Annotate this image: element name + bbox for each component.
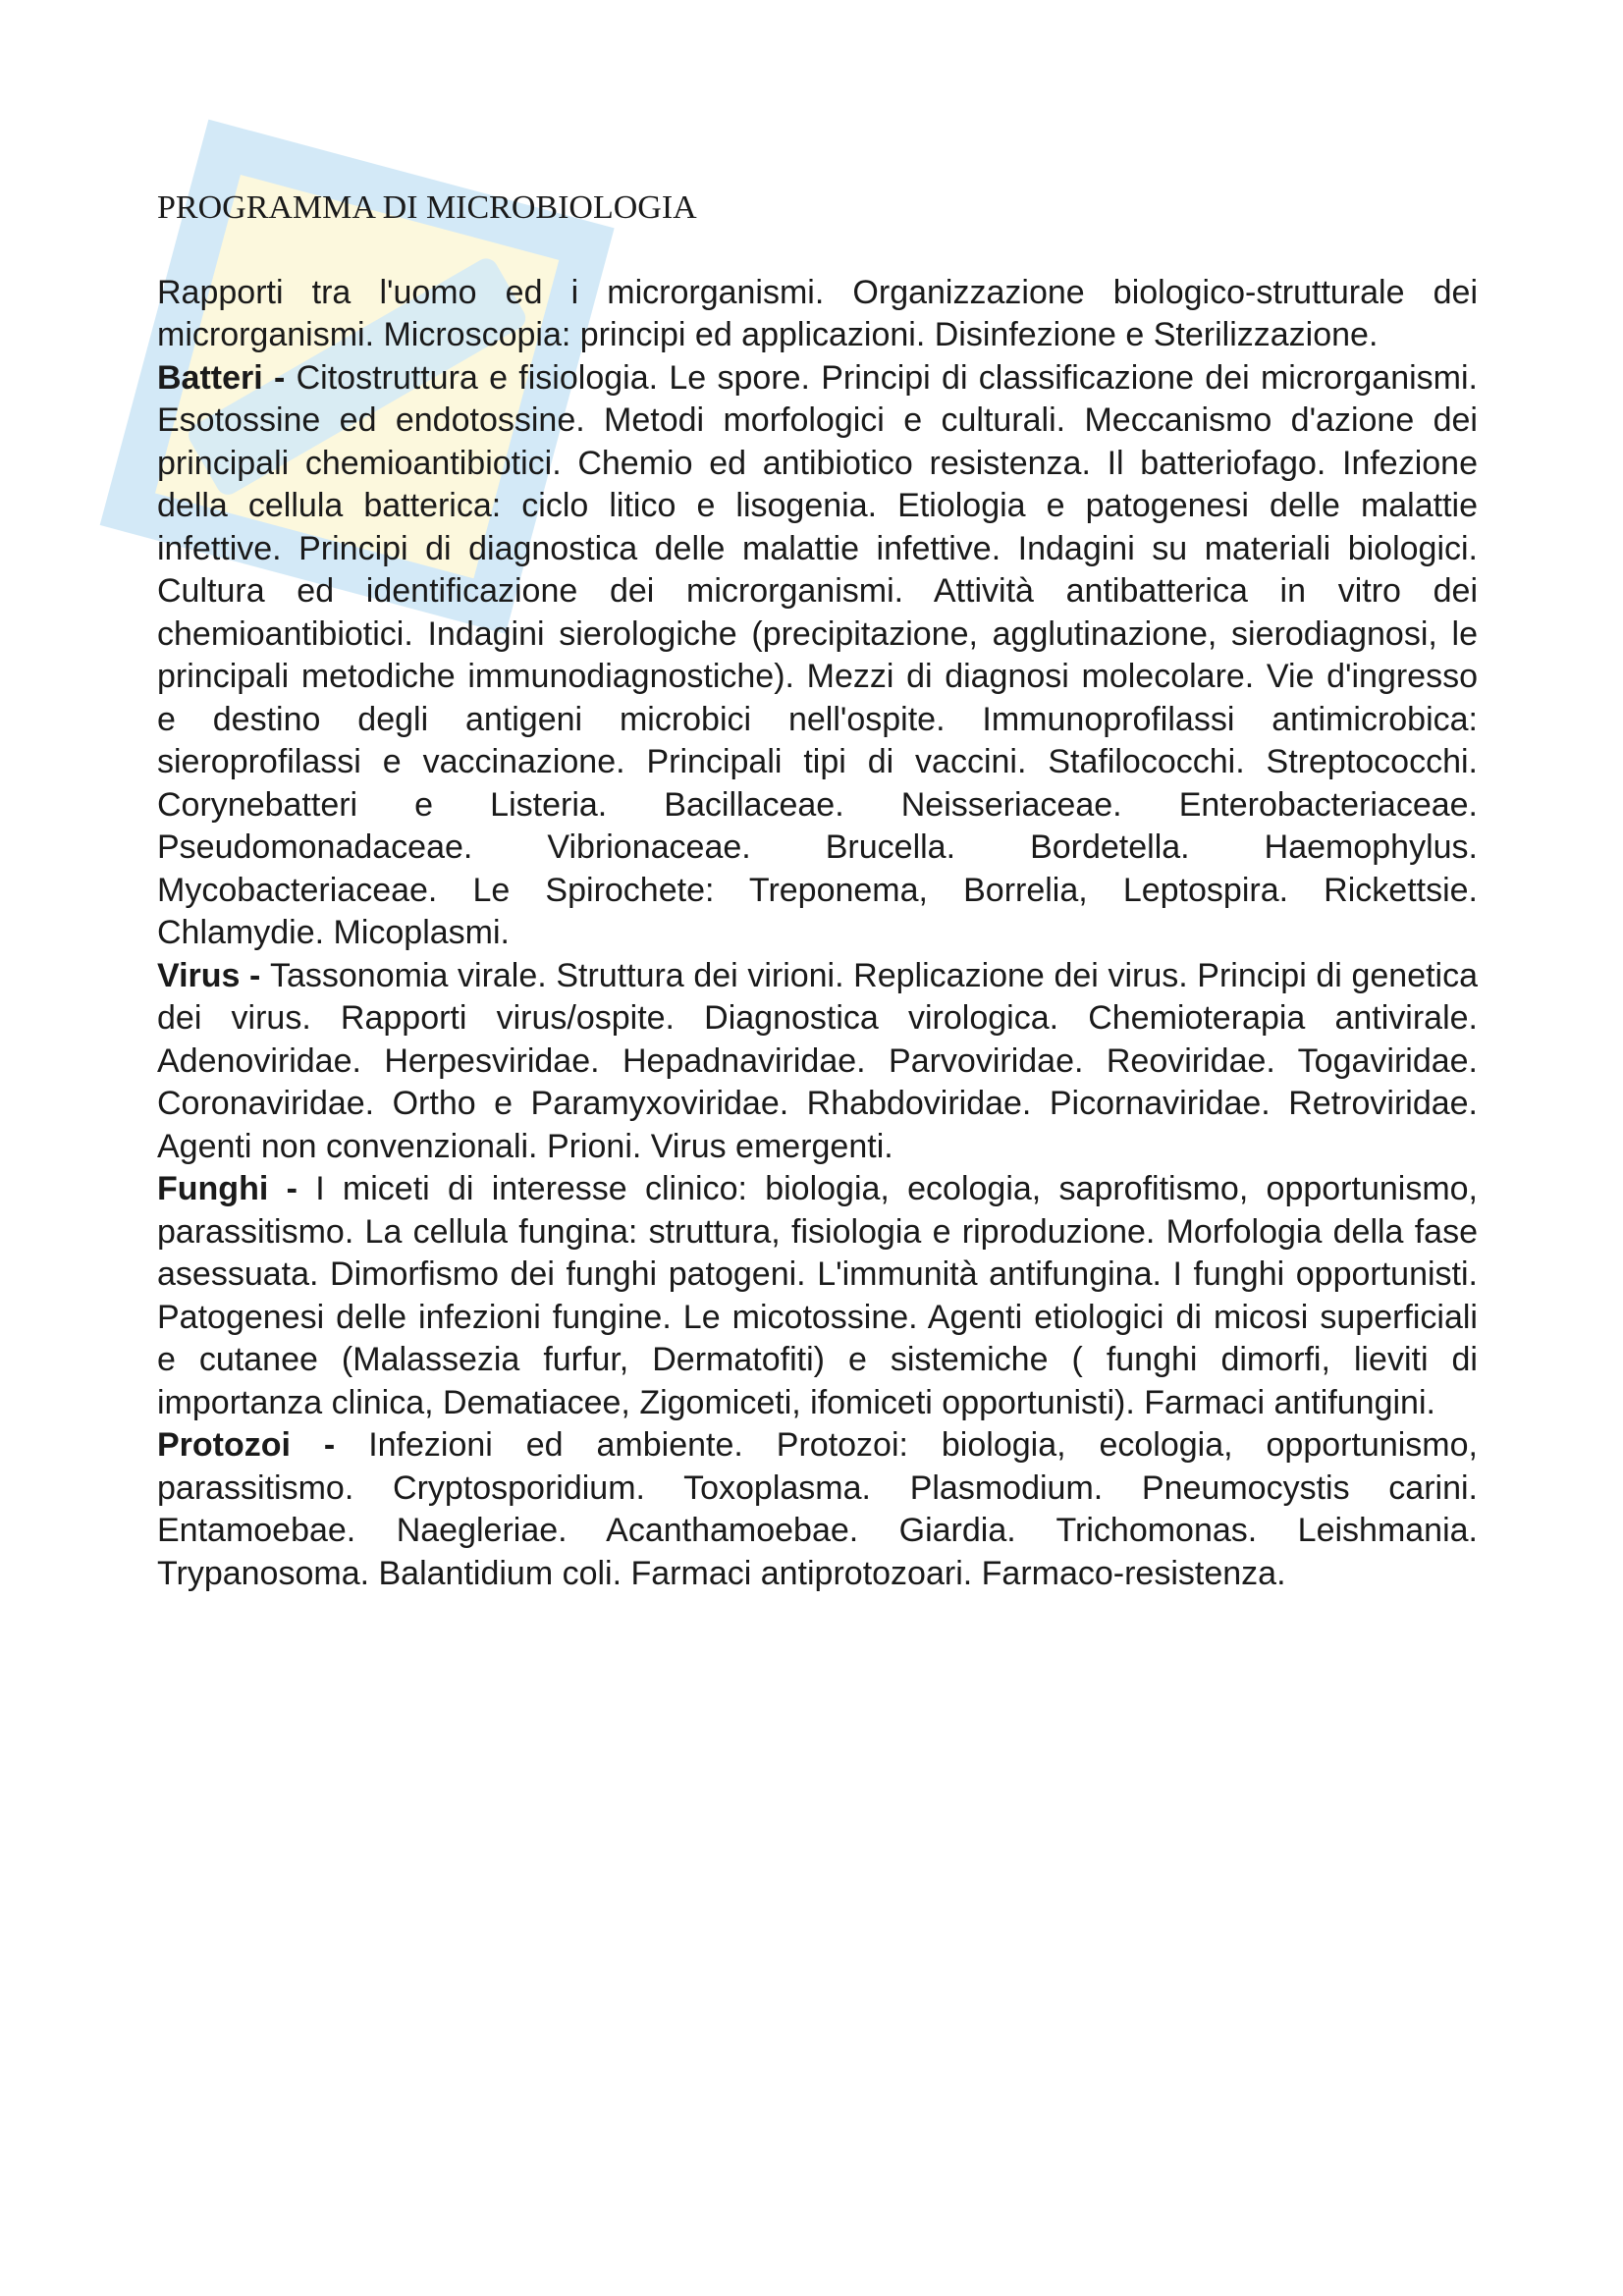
document-body xyxy=(157,272,1478,1596)
section-heading-protozoi: Protozoi - xyxy=(157,1426,369,1465)
section-heading-batteri: Batteri - xyxy=(157,358,297,397)
section-funghi xyxy=(157,1168,1478,1424)
document-title: PROGRAMMA DI MICROBIOLOGIA xyxy=(157,189,697,226)
section-text-protozoi: Infezioni ed ambiente. Protozoi: biologia, ecologia, opportunismo, parassitismo. Cryptosporidium. Toxoplasma. Plasmodium. Pneumocystis carini. Entamoebae. Naegleriae. Acanthamoebae. Giardia. Trichomonas. Leishmania. Trypanosoma. Balantidium coli. Farmaci antiprotozoari. Farmaco-resistenza. xyxy=(157,1426,1478,1592)
intro-paragraph: Rapporti tra l'uomo ed i microrganismi. Organizzazione biologico-strutturale dei microrganismi. Microscopia: principi ed applicazioni. Disinfezione e Sterilizzazione. xyxy=(157,273,1478,354)
section-text-batteri: Citostruttura e fisiologia. Le spore. Principi di classificazione dei microrganismi. Esotossine ed endotossine. Metodi morfologici e culturali. Meccanismo d'azione dei principali chemioantibiotici. Chemio ed antibiotico resistenza. Il batteriofago. Infezione della cellula batterica: ciclo litico e lisogenia. Etiologia e patogenesi delle malattie infettive. Principi di diagnostica delle malattie infettive. Indagini su materiali biologici. Cultura ed identificazione dei microrganismi. Attività antibatterica in vitro dei chemioantibiotici. Indagini sierologiche (precipitazione, agglutinazione, sierodiagnosi, le principali metodiche immunodiagnostiche). Mezzi di diagnosi molecolare. Vie d'ingresso e destino degli antigeni microbici nell'ospite. Immunoprofilassi antimicrobica: sieroprofilassi e vaccinazione. Principali tipi di vaccini. Stafilococchi. Streptococchi. Corynebatteri e Listeria. Bacillaceae. Neisseriaceae. Enterobacteriaceae. Pseudomonadaceae. Vibrionaceae. Brucella. Bordetella. Haemophylus. Mycobacteriaceae. Le Spirochete: Treponema, Borrelia, Leptospira. Rickettsie. Chlamydie. Micoplasmi. xyxy=(157,358,1478,952)
section-text-virus: Tassonomia virale. Struttura dei virioni. Replicazione dei virus. Principi di genetica dei virus. Rapporti virus/ospite. Diagnostica virologica. Chemioterapia antivirale. Adenoviridae. Herpesviridae. Hepadnaviridae. Parvoviridae. Reoviridae. Togaviridae. Coronaviridae. Ortho e Paramyxoviridae. Rhabdoviridae. Picornaviridae. Retroviridae. Agenti non convenzionali. Prioni. Virus emergenti. xyxy=(157,956,1479,1165)
section-protozoi xyxy=(157,1424,1478,1595)
section-text-funghi: I miceti di interesse clinico: biologia, ecologia, saprofitismo, opportunismo, parassitismo. La cellula fungina: struttura, fisiologia e riproduzione. Morfologia della fase asessuata. Dimorfismo dei funghi patogeni. L'immunità antifungina. I funghi opportunisti. Patogenesi delle infezioni fungine. Le micotossine. Agenti etiologici di micosi superficiali e cutanee (Malassezia furfur, Dermatofiti) e sistemiche ( funghi dimorfi, lieviti di importanza clinica, Dematiacee, Zigomiceti, ifomiceti opportunisti). Farmaci antifungini. xyxy=(157,1170,1479,1421)
document-page xyxy=(157,188,1478,1595)
section-heading-virus: Virus - xyxy=(157,956,270,994)
section-batteri xyxy=(157,357,1478,955)
section-heading-funghi: Funghi - xyxy=(157,1170,316,1208)
section-virus xyxy=(157,955,1478,1169)
